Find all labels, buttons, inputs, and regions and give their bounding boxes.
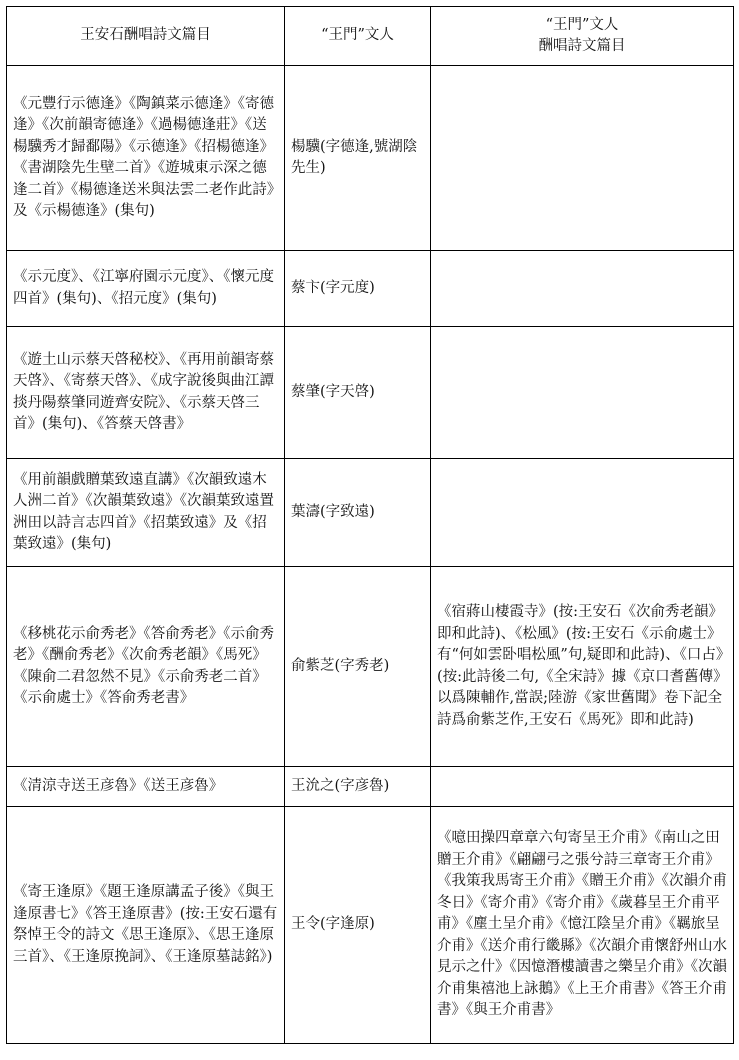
person-cell: 葉濤(字致遠) [285,459,431,567]
replies-cell: 《噫田操四章章六句寄呈王介甫》《南山之田贈王介甫》《翩翩弓之張兮詩三章寄王介甫》《我策我馬寄王介甫》《贈王介甫》《次韻介甫冬日》《寄介甫》《寄介甫》《歲暮呈王介甫平甫》《塵土呈介甫》《憶江陰呈介甫》《羈旅呈介甫》《送介甫行畿縣》《次韻介甫懷舒州山水見示之什》《因憶潛樓讀書之樂呈介甫》《次韻介甫集禧池上詠鵝》《上王介甫書》《答王介甫書》《與王介甫書》 [431,807,734,1044]
table-row [7,327,734,459]
works-cell: 《示元度》、《江寧府園示元度》、《懷元度四首》(集句)、《招元度》(集句) [7,251,285,327]
works-cell: 《用前韻戲贈葉致遠直講》《次韻致遠木人洲二首》《次韻葉致遠》《次韻葉致遠置洲田以詩言志四首》《招葉致遠》及《招葉致遠》(集句) [7,459,285,567]
table-row [7,807,734,1044]
table-row [7,767,734,807]
table-row [7,567,734,767]
works-table [6,6,734,1044]
works-cell: 《遊土山示蔡天啓秘校》、《再用前韻寄蔡天啓》、《寄蔡天啓》、《成字說後與曲江譚掞丹陽蔡肇同遊齊安院》、《示蔡天啓三首》(集句)、《答蔡天啓書》 [7,327,285,459]
works-cell: 《元豐行示德逢》《陶鎮菜示德逢》《寄德逢》《次前韻寄德逢》《過楊德逢莊》《送楊驥秀才歸鄱陽》《示德逢》《招楊德逢》《書湖陰先生壁二首》《遊城東示深之德逢二首》《楊德逢送米與法雲二老作此詩》及《示楊德逢》(集句) [7,66,285,251]
header-replies-line1: “王門”文人 [545,16,619,33]
person-cell: 楊驥(字德逢,號湖陰先生) [285,66,431,251]
replies-cell [431,251,734,327]
person-cell: 王令(字逢原) [285,807,431,1044]
replies-cell [431,459,734,567]
replies-cell: 《宿蔣山棲霞寺》(按:王安石《次俞秀老韻》即和此詩)、《松風》(按:王安石《示俞處士》有“何如雲卧唱松風”句,疑即和此詩)、《口占》(按:此詩後二句,《全宋詩》據《京口耆舊傳》以爲陳輔作,當誤;陸游《家世舊聞》卷下記全詩爲俞紫芝作,王安石《馬死》即和此詩) [431,567,734,767]
works-cell: 《寄王逢原》《題王逢原講孟子後》《與王逢原書七》《答王逢原書》(按:王安石還有祭悼王令的詩文《思王逢原》、《思王逢原三首》、《王逢原挽詞》、《王逢原墓誌銘》) [7,807,285,1044]
table-row [7,66,734,251]
works-cell: 《移桃花示俞秀老》《答俞秀老》《示俞秀老》《酬俞秀老》《次俞秀老韻》《馬死》《陳俞二君忽然不見》《示俞秀老二首》《示俞處士》《答俞秀老書》 [7,567,285,767]
person-cell: 王沇之(字彦魯) [285,767,431,807]
person-cell: 蔡肇(字天啓) [285,327,431,459]
replies-cell [431,66,734,251]
replies-cell [431,327,734,459]
person-cell: 蔡卞(字元度) [285,251,431,327]
person-cell: 俞紫芝(字秀老) [285,567,431,767]
replies-cell [431,767,734,807]
table-row [7,251,734,327]
header-works: 王安石酬唱詩文篇目 [7,7,285,66]
header-person: “王門”文人 [285,7,431,66]
header-replies [431,7,734,66]
header-row [7,7,734,66]
works-cell: 《清涼寺送王彦魯》《送王彦魯》 [7,767,285,807]
table-row [7,459,734,567]
header-replies-line2: 酬唱詩文篇目 [538,38,626,54]
